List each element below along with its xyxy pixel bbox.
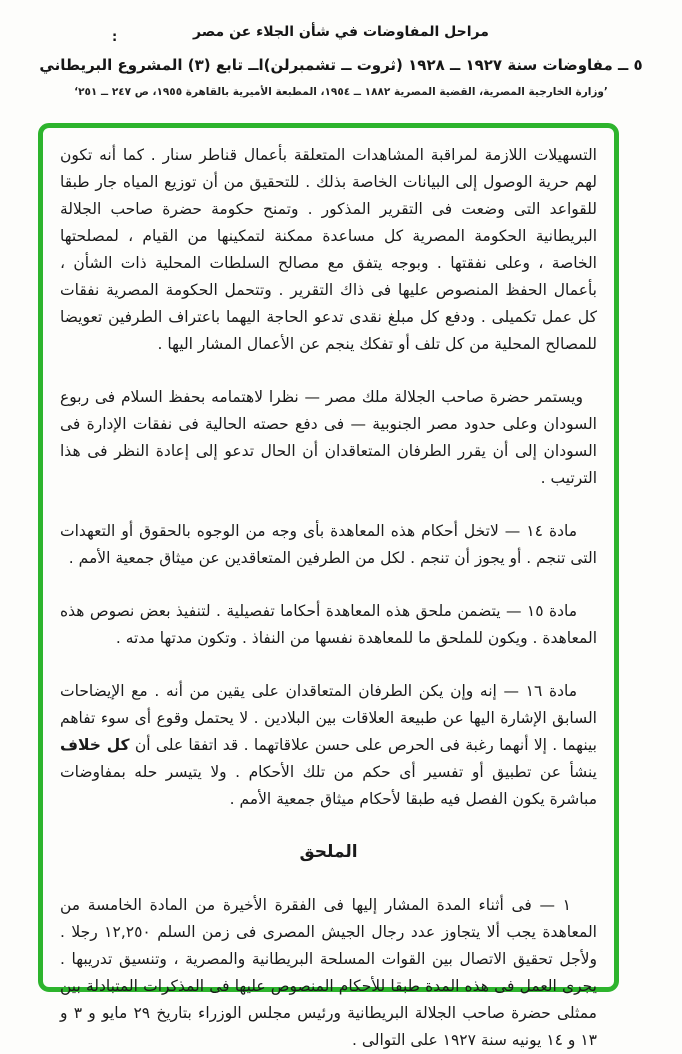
article-16-bold-phrase: كل خلاف	[60, 736, 130, 754]
annex-heading: الملحق	[299, 842, 358, 862]
article-16	[60, 678, 597, 813]
section-title: ٥ ــ مفاوضات سنة ١٩٢٧ ــ ١٩٢٨ (ثروت ــ تشمبرلن)اــ تابع (٣) المشروع البريطاني	[39, 56, 643, 74]
article-16-text-start: مادة ١٦ — إنه وإن يكن الطرفان المتعاقدان على يقين من أنه . مع الإيضاحات السابق الإشارة اليها عن طبيعة العلاقات بين البلادين . لا يحتمل وقوع أى سوء تفاهم بينهما . إلا أنهما رغبة فى الحرص على حسن علاقاتهما . قد اتفقا على أن	[60, 682, 597, 754]
source-citation: ’وزارة الخارجية المصرية، القضية المصرية ١٨٨٢ ــ ١٩٥٤، المطبعة الأميرية بالقاهرة ١٩٥٥، ص ٢٤٧ ــ ٢٥١‘	[74, 86, 608, 98]
article-15: مادة ١٥ — يتضمن ملحق هذه المعاهدة أحكاما تفصيلية . لتنفيذ بعض نصوص هذه المعاهدة . ويكون للملحق ما للمعاهدة نفسها من النفاذ . وتكون مدتها مدته .	[60, 602, 597, 647]
paragraph-continuation: التسهيلات اللازمة لمراقبة المشاهدات المتعلقة بأعمال قناطر سنار . كما أنه تكون لهم حرية الوصول إلى البيانات الخاصة بذلك . للتحقيق من أن توزيع المياه جار طبقا للقواعد التى وضعت فى التقرير المذكور . وتمنح حكومة حضرة صاحب الجلالة البريطانية الحكومة المصرية كل مساعدة ممكنة لتمكينها من القيام ، لمصلحتها الخاصة ، وعلى نفقتها . وبوجه يتفق مع مصالح السلطات المحلية ذات الشأن ، بأعمال الحفظ المنصوص عليها فى ذاك التقرير . وتتحمل الحكومة المصرية نفقات كل عمل تكميلى . ودفع كل مبلغ نقدى تدعو الحاجة اليهما باعتراف الطرفين تعويضا للمصالح المحلية من كل تلف أو تفكك ينجم عن الأعمال المشار اليها .	[60, 146, 597, 353]
document-body	[44, 130, 613, 1049]
title-colon-mark: :	[112, 30, 118, 45]
article-16-text-end: ينشأ عن تطبيق أو تفسير أى حكم من تلك الأحكام . ولا يتيسر حله بمفاوضات مباشرة يكون الفصل فيه طبقا لأحكام ميثاق جمعية الأمم .	[60, 763, 597, 808]
document-title: مراحل المفاوضات في شأن الجلاء عن مصر	[193, 24, 489, 40]
article-14: مادة ١٤ — لاتخل أحكام هذه المعاهدة بأى وجه من الوجوه بالحقوق أو التعهدات التى تنجم . أو يجوز أن تنجم . لكل من الطرفين المتعاقدين عن ميثاق جمعية الأمم .	[60, 522, 597, 567]
paragraph-sudan-expenses: ويستمر حضرة صاحب الجلالة ملك مصر — نظرا لاهتمامه بحفظ السلام فى ربوع السودان وعلى حدود مصر الجنوبية — فى دفع حصته الحالية فى نفقات الإدارة فى السودان إلى أن يقرر الطرفان المتعاقدان أن الحال تدعو إلى إعادة النظر فى هذا الترتيب .	[60, 388, 597, 487]
annex-clause-1: ١ — فى أثناء المدة المشار إليها فى الفقرة الأخيرة من المادة الخامسة من المعاهدة يجب ألا يتجاوز عدد رجال الجيش المصرى فى زمن السلم ١٢,٢٥٠ رجلا . ولأجل تحقيق الاتصال بين القوات المسلحة البريطانية والمصرية ، وتنسيق تدريبها . يجرى العمل فى هذه المدة طبقا للأحكام المنصوص عليها فى المذكرات المتبادلة بين ممثلى حضرة صاحب الجلالة البريطانية ورئيس مجلس الوزراء بتاريخ ٢٩ مايو و ٣ و ١٣ و ١٤ يونيه سنة ١٩٢٧ على التوالى .	[60, 896, 597, 1049]
